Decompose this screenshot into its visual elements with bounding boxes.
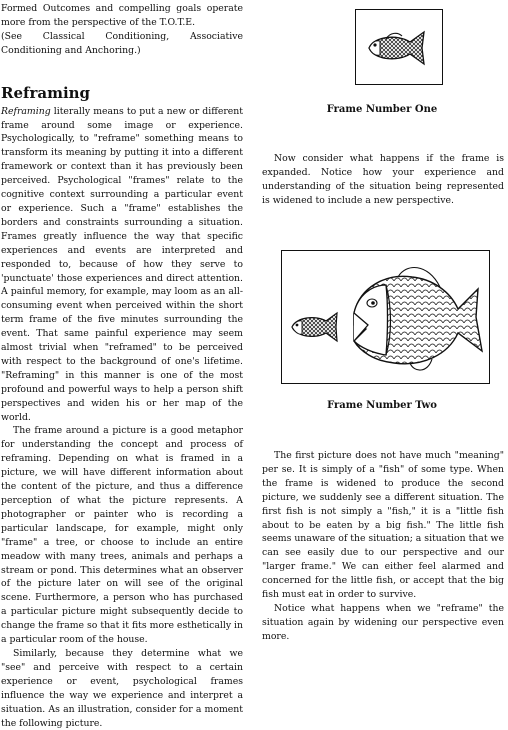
frame-two-box <box>281 250 490 384</box>
small-fish-icon <box>356 10 442 84</box>
reframing-paragraph-3: Similarly, because they determine what we "see" and perceive with respect to a certain experience or event, psychological frames influence the way we experience and interpret a situation. As an illustration, consider for a moment the following picture. <box>1 647 243 729</box>
intro-text: Formed Outcomes and compelling goals operate more from the perspective of the T.O.T.E. <box>1 3 243 28</box>
reframe-again-text: Notice what happens when we "reframe" the situation again by widening our perspective even more. <box>262 602 504 642</box>
frame-one-box <box>355 9 443 85</box>
right-paragraphs <box>262 449 504 644</box>
reframing-term: Reframing <box>1 105 51 117</box>
left-column <box>1 2 243 730</box>
reframing-paragraph-1-text: literally means to put a new or different frame around some image or experience. Psychologically, to "reframe" something means to transform its meaning by putting it into a different framework or context than it has previously been perceived. Psychological "frames" relate to the cognitive context surrounding a particular event or experience. Such a "frame" establishes the borders and constraints surrounding a situation. Frames greatly influence the way that specific experiences and events are interpreted and responded to, because of how they serve to 'punctuate' those experiences and direct attention. A painful memory, for example, may loom as an all-consuming event when perceived within the short term frame of the five minutes surrounding the event. That same painful experience may seem almost trivial when "reframed" to be perceived with respect to the background of one's lifetime. "Reframing" in this manner is one of the most profound and powerful ways to help a person shift perspectives and widen his or her map of the world. <box>1 105 243 423</box>
frame-one-caption: Frame Number One <box>326 104 438 115</box>
big-fish-icon <box>282 251 489 383</box>
expand-frame-text: Now consider what happens if the frame is expanded. Notice how your experience and understanding of the situation being represented is widened to include a new perspective. <box>262 153 504 206</box>
first-picture-text: The first picture does not have much "meaning" per se. It is simply of a "fish" of some type. When the frame is widened to produce the second picture, we suddenly see a different situation. The first fish is not simply a "fish," it is a "little fish about to be eaten by a big fish." The little fish seems unaware of the situation; a situation that we can see easily due to our perspective and our "larger frame." We can either feel alarmed and concerned for the little fish, or accept that the big fish must eat in order to survive. <box>262 450 504 601</box>
see-also-text: (See Classical Conditioning, Associative Conditioning and Anchoring.) <box>1 30 243 56</box>
reframing-paragraph-2: The frame around a picture is a good metaphor for understanding the concept and process of reframing. Depending on what is framed in a picture, we will have different information about the content of the picture, and thus a difference perception of what the picture represents. A photographer or painter who is recording a particular landscape, for example, might only "frame" a tree, or choose to include an entire meadow with many trees, animals and perhaps a stream or pond. This determines what an observer of the picture later on will see of the original scene. Furthermore, a person who has purchased a particular picture might subsequently decide to change the frame so that it fits more esthetically in a particular room of the house. <box>1 425 244 646</box>
frame-two-caption: Frame Number Two <box>327 400 437 411</box>
right-paragraph-1 <box>262 152 504 208</box>
section-heading: Reframing <box>1 83 91 102</box>
reframing-paragraph-1 <box>1 105 243 425</box>
